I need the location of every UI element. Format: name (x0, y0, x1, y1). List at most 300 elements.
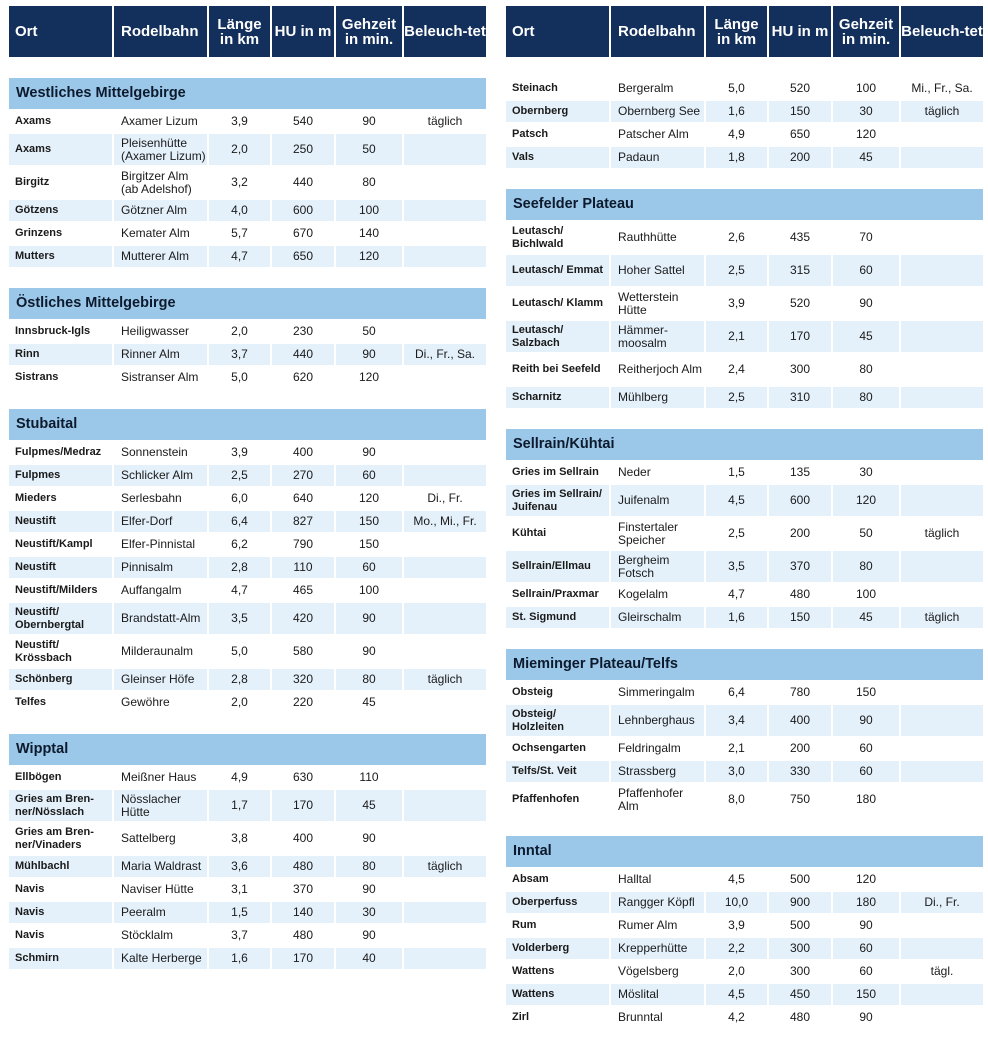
cell-gehzeit: 120 (855, 872, 877, 886)
cell-gehzeit: 150 (833, 984, 899, 1005)
cell-gehzeit: 45 (833, 607, 899, 628)
cell-rodelbahn: Hoher Sattel (611, 255, 704, 286)
table-row (506, 321, 983, 352)
cell-laenge: 4,7 (231, 583, 248, 597)
cell-ort: Kühtai (512, 527, 547, 539)
table-row (506, 682, 983, 703)
cell-laenge: 3,5 (209, 603, 270, 634)
region-title: Stubaital (9, 409, 486, 440)
cell-beleuchtet (901, 761, 983, 782)
cell-ort: Neustift (9, 557, 112, 578)
cell-hu: 220 (292, 695, 314, 709)
table-header (9, 6, 486, 57)
cell-hu: 370 (769, 551, 831, 582)
cell-ort: Fulpmes/Medraz (15, 446, 102, 458)
cell-gehzeit: 90 (362, 114, 376, 128)
cell-beleuchtet (404, 823, 486, 854)
cell-rodelbahn: Pleisenhütte (Axamer Lizum) (114, 134, 207, 165)
cell-laenge: 2,0 (209, 134, 270, 165)
cell-laenge: 4,0 (209, 200, 270, 221)
cell-laenge: 6,4 (209, 511, 270, 532)
cell-ort: Sistrans (15, 371, 59, 383)
region-section (506, 649, 983, 815)
cell-ort: Scharnitz (506, 387, 609, 408)
cell-beleuchtet (404, 246, 486, 267)
cell-ort: Sellrain/Ellmau (506, 551, 609, 582)
table-row (506, 551, 983, 582)
cell-gehzeit: 150 (336, 511, 402, 532)
cell-hu: 400 (292, 445, 314, 459)
cell-ort: Neustift/Kampl (15, 538, 93, 550)
region-title: Seefelder Plateau (506, 189, 983, 220)
cell-beleuchtet (404, 925, 486, 946)
cell-rodelbahn: Finstertaler Speicher (618, 519, 679, 547)
region-section (506, 189, 983, 408)
cell-ort: Oberperfuss (506, 892, 609, 913)
cell-gehzeit: 180 (833, 892, 899, 913)
cell-ort: Mutters (9, 246, 112, 267)
cell-hu: 500 (789, 872, 811, 886)
cell-hu: 480 (789, 587, 811, 601)
cell-gehzeit: 90 (336, 344, 402, 365)
cell-rodelbahn: Mühlberg (611, 387, 704, 408)
cell-ort: Patsch (512, 128, 549, 140)
cell-rodelbahn: Lehnberghaus (611, 705, 704, 736)
cell-gehzeit: 100 (358, 583, 380, 597)
cell-hu: 540 (292, 114, 314, 128)
cell-rodelbahn: Gleirschalm (611, 607, 704, 628)
cell-laenge: 3,9 (728, 296, 745, 310)
cell-beleuchtet (404, 557, 486, 578)
region-title: Wipptal (9, 734, 486, 765)
cell-laenge: 4,7 (728, 587, 745, 601)
cell-beleuchtet (901, 705, 983, 736)
cell-gehzeit: 80 (833, 551, 899, 582)
cell-ort: Steinach (512, 82, 558, 94)
cell-laenge: 4,5 (728, 872, 745, 886)
table-row (506, 124, 983, 145)
cell-rodelbahn: Schlicker Alm (114, 465, 207, 486)
cell-hu: 650 (272, 246, 334, 267)
cell-gehzeit: 120 (358, 370, 380, 384)
table-row (506, 222, 983, 253)
cell-rodelbahn: Brandstatt-Alm (114, 603, 207, 634)
cell-beleuchtet (901, 938, 983, 959)
cell-ort: Gries im Sellrain/ Juifenau (506, 485, 609, 516)
table-row (9, 200, 486, 221)
region-title: Westliches Mittelgebirge (9, 78, 486, 109)
header-gehzeit: Gehzeit in min. (336, 6, 402, 57)
cell-hu: 170 (769, 321, 831, 352)
cell-beleuchtet (404, 465, 486, 486)
table-row (9, 790, 486, 821)
cell-rodelbahn: Sistranser Alm (121, 370, 199, 384)
cell-beleuchtet (404, 223, 486, 244)
region-section (9, 288, 486, 388)
cell-beleuchtet: tägl. (930, 964, 954, 978)
cell-ort: Rinn (9, 344, 112, 365)
cell-gehzeit: 100 (336, 200, 402, 221)
cell-gehzeit: 30 (859, 465, 873, 479)
cell-hu: 330 (769, 761, 831, 782)
cell-ort: Gries am Bren-ner/Vinaders (15, 825, 94, 851)
cell-beleuchtet (901, 551, 983, 582)
cell-ort: Axams (15, 115, 52, 127)
header-ort: Ort (9, 6, 112, 57)
cell-gehzeit: 80 (833, 387, 899, 408)
table-row (9, 603, 486, 634)
cell-ort: Fulpmes (9, 465, 112, 486)
cell-gehzeit: 60 (833, 761, 899, 782)
header-beleuchtet: Beleuch-tet (901, 6, 983, 57)
cell-beleuchtet (901, 462, 983, 483)
cell-gehzeit: 120 (833, 485, 899, 516)
cell-rodelbahn: Gewöhre (121, 695, 170, 709)
cell-rodelbahn: Götzner Alm (114, 200, 207, 221)
cell-gehzeit: 80 (336, 669, 402, 690)
cell-gehzeit: 90 (833, 705, 899, 736)
cell-ort: Ochsengarten (512, 742, 586, 754)
cell-beleuchtet (901, 288, 983, 319)
cell-gehzeit: 100 (855, 587, 877, 601)
cell-beleuchtet (901, 584, 983, 605)
cell-beleuchtet: täglich (427, 114, 463, 128)
cell-hu: 230 (292, 324, 314, 338)
table-row (9, 948, 486, 969)
cell-laenge: 4,7 (209, 246, 270, 267)
cell-ort: Obsteig/ Holzleiten (506, 705, 609, 736)
cell-ort: Axams (9, 134, 112, 165)
cell-hu: 400 (769, 705, 831, 736)
cell-gehzeit: 90 (362, 445, 376, 459)
cell-hu: 440 (272, 344, 334, 365)
cell-beleuchtet (901, 255, 983, 286)
table-row (9, 367, 486, 388)
cell-rodelbahn: Brunntal (618, 1010, 663, 1024)
table-row (9, 669, 486, 690)
cell-gehzeit: 100 (855, 81, 877, 95)
cell-hu: 620 (292, 370, 314, 384)
cell-hu: 110 (272, 557, 334, 578)
cell-rodelbahn: Krepperhütte (611, 938, 704, 959)
cell-hu: 600 (272, 200, 334, 221)
cell-beleuchtet (404, 636, 486, 667)
cell-laenge: 2,5 (728, 526, 745, 540)
cell-rodelbahn: Meißner Haus (121, 770, 197, 784)
cell-gehzeit: 90 (362, 882, 376, 896)
cell-laenge: 1,6 (209, 948, 270, 969)
cell-gehzeit: 60 (859, 964, 873, 978)
cell-gehzeit: 45 (336, 790, 402, 821)
cell-hu: 140 (272, 902, 334, 923)
cell-ort: Leutasch/ Bichlwald (512, 224, 564, 250)
cell-rodelbahn: Maria Waldrast (114, 856, 207, 877)
table-row (506, 961, 983, 982)
cell-gehzeit: 120 (855, 127, 877, 141)
cell-ort: Neustift/ Obernbergtal (9, 603, 112, 634)
table-row (506, 915, 983, 936)
cell-beleuchtet (404, 767, 486, 788)
region-title: Östliches Mittelgebirge (9, 288, 486, 319)
table-row (506, 892, 983, 913)
cell-ort: Rum (512, 919, 537, 931)
cell-hu: 300 (789, 362, 811, 376)
cell-laenge: 3,7 (231, 928, 248, 942)
cell-laenge: 6,2 (231, 537, 248, 551)
cell-rodelbahn: Bergeralm (618, 81, 674, 95)
cell-laenge: 6,0 (231, 491, 248, 505)
cell-gehzeit: 80 (362, 175, 376, 189)
cell-laenge: 3,9 (728, 918, 745, 932)
cell-laenge: 2,6 (728, 230, 745, 244)
cell-hu: 370 (292, 882, 314, 896)
cell-rodelbahn: Peeralm (114, 902, 207, 923)
cell-gehzeit: 110 (359, 770, 379, 784)
cell-gehzeit: 90 (859, 296, 873, 310)
cell-rodelbahn: Wetterstein Hütte (618, 289, 679, 317)
table-header (506, 6, 983, 57)
table-row (9, 823, 486, 854)
cell-gehzeit: 30 (833, 101, 899, 122)
table-row (506, 869, 983, 890)
cell-gehzeit: 45 (833, 147, 899, 168)
cell-gehzeit: 60 (833, 938, 899, 959)
cell-hu: 827 (272, 511, 334, 532)
cell-laenge: 10,0 (706, 892, 767, 913)
table-row (9, 692, 486, 713)
cell-laenge: 1,5 (728, 465, 745, 479)
cell-laenge: 2,2 (706, 938, 767, 959)
cell-gehzeit: 45 (833, 321, 899, 352)
cell-laenge: 3,0 (706, 761, 767, 782)
header-rodelbahn: Rodelbahn (611, 6, 704, 57)
region-section (506, 429, 983, 628)
cell-laenge: 3,8 (231, 831, 248, 845)
cell-gehzeit: 70 (859, 230, 873, 244)
cell-laenge: 3,7 (209, 344, 270, 365)
cell-beleuchtet: täglich (924, 526, 960, 540)
right-table-body (506, 78, 983, 1028)
table-row (9, 856, 486, 877)
cell-laenge: 1,6 (706, 607, 767, 628)
cell-rodelbahn: Sonnenstein (121, 445, 188, 459)
table-row (9, 344, 486, 365)
cell-gehzeit: 60 (859, 741, 873, 755)
cell-beleuchtet (901, 869, 983, 890)
cell-rodelbahn: Rinner Alm (114, 344, 207, 365)
region-section (9, 409, 486, 713)
cell-gehzeit: 30 (336, 902, 402, 923)
cell-gehzeit: 150 (855, 685, 877, 699)
cell-laenge: 3,2 (231, 175, 248, 189)
cell-rodelbahn: Rangger Köpfl (611, 892, 704, 913)
cell-gehzeit: 45 (362, 695, 376, 709)
cell-rodelbahn: Feldringalm (618, 741, 681, 755)
cell-laenge: 2,5 (706, 255, 767, 286)
table-row (9, 557, 486, 578)
cell-rodelbahn: Birgitzer Alm (ab Adelshof) (121, 168, 192, 196)
cell-beleuchtet (404, 134, 486, 165)
cell-hu: 270 (272, 465, 334, 486)
cell-beleuchtet (404, 603, 486, 634)
cell-laenge: 8,0 (728, 792, 745, 806)
cell-laenge: 2,4 (728, 362, 745, 376)
cell-ort: Wattens (506, 984, 609, 1005)
right-column (506, 6, 983, 1049)
cell-gehzeit: 60 (336, 465, 402, 486)
cell-rodelbahn: Elfer-Pinnistal (121, 537, 196, 551)
cell-laenge: 2,0 (231, 324, 248, 338)
cell-hu: 200 (769, 147, 831, 168)
cell-beleuchtet (404, 879, 486, 900)
cell-ort: Gries am Bren-ner/Nösslach (9, 790, 112, 821)
cell-ort: Neustift (9, 511, 112, 532)
cell-ort: Wattens (512, 965, 555, 977)
table-row (9, 246, 486, 267)
cell-beleuchtet (901, 354, 983, 385)
table-row (506, 288, 983, 319)
table-row (506, 255, 983, 286)
cell-ort: Götzens (9, 200, 112, 221)
cell-ort: Obsteig (512, 686, 553, 698)
cell-hu: 315 (769, 255, 831, 286)
cell-ort: Schmirn (9, 948, 112, 969)
cell-beleuchtet (901, 984, 983, 1005)
cell-beleuchtet (901, 387, 983, 408)
table-row (506, 738, 983, 759)
cell-beleuchtet (404, 442, 486, 463)
cell-hu: 250 (272, 134, 334, 165)
cell-rodelbahn: Simmeringalm (618, 685, 695, 699)
cell-beleuchtet (404, 790, 486, 821)
cell-laenge: 3,1 (231, 882, 248, 896)
cell-rodelbahn: Serlesbahn (121, 491, 182, 505)
cell-laenge: 5,0 (728, 81, 745, 95)
cell-rodelbahn: Rumer Alm (618, 918, 678, 932)
cell-laenge: 3,9 (231, 114, 248, 128)
table-row (506, 147, 983, 168)
region-section (9, 734, 486, 969)
cell-ort: Vals (506, 147, 609, 168)
cell-ort: Grinzens (15, 227, 63, 239)
cell-beleuchtet (901, 682, 983, 703)
cell-ort: Sellrain/Praxmar (512, 588, 599, 600)
cell-beleuchtet (901, 784, 983, 815)
cell-beleuchtet: Di., Fr., Sa. (404, 344, 486, 365)
cell-hu: 135 (789, 465, 811, 479)
cell-laenge: 2,8 (209, 669, 270, 690)
cell-hu: 640 (292, 491, 314, 505)
cell-laenge: 3,6 (209, 856, 270, 877)
table-row (9, 111, 486, 132)
table-row (9, 134, 486, 165)
table-row (9, 223, 486, 244)
cell-laenge: 4,5 (706, 485, 767, 516)
header-laenge: Länge in km (706, 6, 767, 57)
cell-rodelbahn: Bergheim Fotsch (611, 551, 704, 582)
cell-beleuchtet (404, 692, 486, 713)
cell-beleuchtet: Mi., Fr., Sa. (911, 81, 973, 95)
cell-rodelbahn: Rauthhütte (618, 230, 677, 244)
table-row (506, 584, 983, 605)
cell-rodelbahn: Nösslacher Hütte (114, 790, 207, 821)
cell-gehzeit: 180 (855, 792, 877, 806)
cell-rodelbahn: Mutterer Alm (114, 246, 207, 267)
table-row (9, 167, 486, 198)
table-row (9, 321, 486, 342)
cell-laenge: 4,9 (231, 770, 248, 784)
cell-ort: Mieders (15, 492, 57, 504)
cell-hu: 440 (292, 175, 314, 189)
cell-hu: 465 (292, 583, 314, 597)
cell-rodelbahn: Juifenalm (611, 485, 704, 516)
cell-beleuchtet (901, 321, 983, 352)
cell-beleuchtet (901, 1007, 983, 1028)
left-table-body (9, 78, 486, 969)
cell-laenge: 5,0 (231, 370, 248, 384)
cell-hu: 670 (292, 226, 314, 240)
cell-gehzeit: 140 (358, 226, 380, 240)
table-row (506, 387, 983, 408)
cell-laenge: 4,5 (706, 984, 767, 1005)
header-hu: HU in m (769, 6, 831, 57)
cell-rodelbahn: Kogelalm (618, 587, 669, 601)
table-row (506, 607, 983, 628)
cell-gehzeit: 90 (859, 918, 873, 932)
region-title: Sellrain/Kühtai (506, 429, 983, 460)
table-row (9, 442, 486, 463)
cell-hu: 750 (789, 792, 811, 806)
cell-ort: Navis (15, 883, 45, 895)
cell-hu: 480 (789, 1010, 811, 1024)
table-row (506, 1007, 983, 1028)
table-row (9, 636, 486, 667)
table-row (9, 925, 486, 946)
region-title: Mieminger Plateau/Telfs (506, 649, 983, 680)
cell-rodelbahn: Axamer Lizum (121, 114, 198, 128)
cell-hu: 400 (292, 831, 314, 845)
table-row (506, 761, 983, 782)
cell-laenge: 2,1 (728, 741, 745, 755)
cell-rodelbahn: Vögelsberg (618, 964, 679, 978)
cell-rodelbahn: Kemater Alm (121, 226, 190, 240)
cell-rodelbahn: Kalte Herberge (114, 948, 207, 969)
table-row (9, 580, 486, 601)
cell-beleuchtet: Di., Fr. (901, 892, 983, 913)
cell-laenge: 1,8 (706, 147, 767, 168)
cell-beleuchtet: täglich (404, 669, 486, 690)
cell-rodelbahn: Milderaunalm (121, 644, 194, 658)
table-row (9, 488, 486, 509)
cell-ort: Leutasch/ Emmat (506, 255, 609, 286)
cell-rodelbahn: Obernberg See (611, 101, 704, 122)
cell-hu: 480 (292, 928, 314, 942)
cell-rodelbahn: Hämmer-moosalm (611, 321, 704, 352)
cell-hu: 650 (789, 127, 811, 141)
cell-ort: Innsbruck-Igls (15, 325, 91, 337)
cell-gehzeit: 40 (336, 948, 402, 969)
cell-laenge: 1,7 (209, 790, 270, 821)
cell-gehzeit: 50 (859, 526, 873, 540)
cell-laenge: 2,1 (706, 321, 767, 352)
cell-rodelbahn: Naviser Hütte (121, 882, 194, 896)
cell-hu: 520 (789, 81, 811, 95)
cell-hu: 200 (789, 526, 811, 540)
cell-gehzeit: 80 (336, 856, 402, 877)
cell-rodelbahn: Patscher Alm (618, 127, 689, 141)
cell-beleuchtet (404, 367, 486, 388)
cell-ort: Pfaffenhofen (512, 793, 580, 805)
